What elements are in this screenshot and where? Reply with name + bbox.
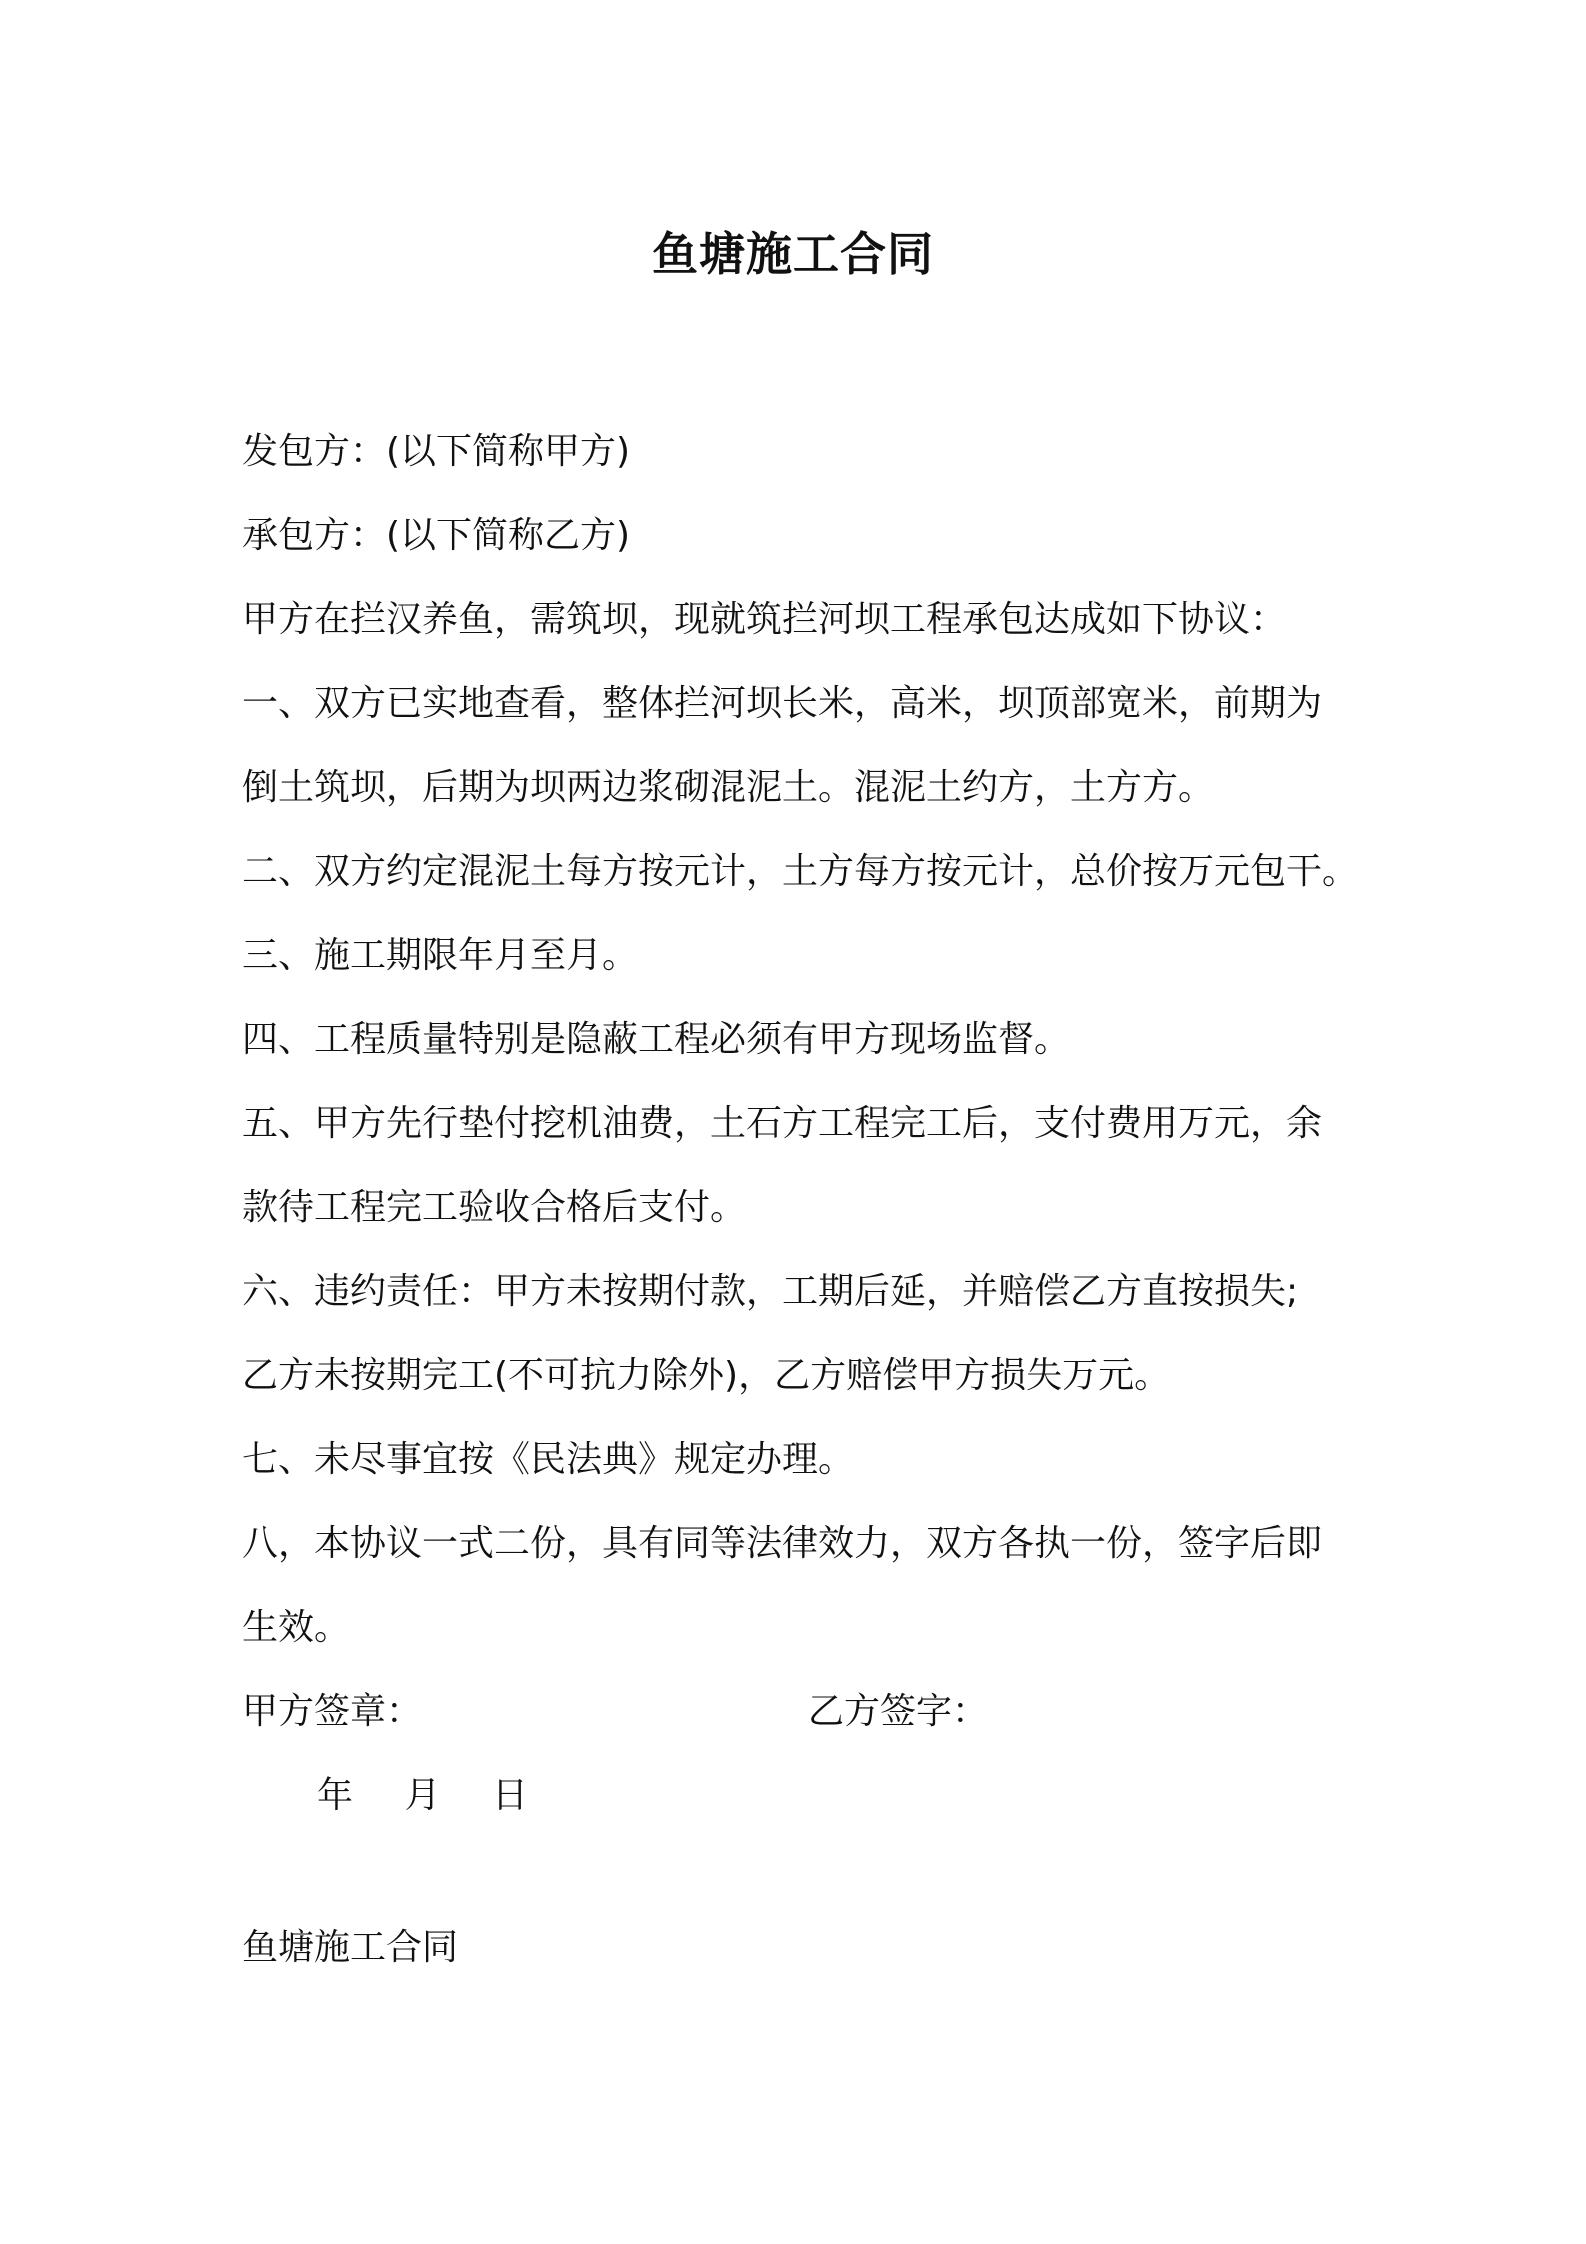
date-year-label: 年 bbox=[317, 1775, 354, 1816]
party-b-signature-label: 乙方签字： bbox=[808, 1691, 989, 1732]
clause-6-line-1: 六、违约责任：甲方未按期付款，工期后延，并赔偿乙方直按损失; bbox=[242, 1271, 1299, 1312]
clause-7-line: 七、未尽事宜按《民法典》规定办理。 bbox=[242, 1439, 855, 1480]
clause-3-line: 三、施工期限年月至月。 bbox=[242, 935, 639, 976]
date-month-label: 月 bbox=[404, 1775, 441, 1816]
clause-8-line-2: 生效。 bbox=[242, 1607, 351, 1648]
party-a-signature-label: 甲方签章： bbox=[242, 1691, 423, 1732]
party-a-line: 发包方：(以下简称甲方) bbox=[242, 431, 631, 472]
clause-8-line-1: 八，本协议一式二份，具有同等法律效力，双方各执一份，签字后即 bbox=[242, 1523, 1323, 1564]
signature-row bbox=[242, 1670, 1362, 1754]
footer-title: 鱼塘施工合同 bbox=[242, 1927, 459, 1968]
date-day-label: 日 bbox=[491, 1775, 528, 1816]
contract-body bbox=[242, 410, 1362, 1838]
intro-line: 甲方在拦汉养鱼，需筑坝，现就筑拦河坝工程承包达成如下协议： bbox=[242, 599, 1287, 640]
clause-6-line-2: 乙方未按期完工(不可抗力除外)，乙方赔偿甲方损失万元。 bbox=[242, 1355, 1171, 1396]
clause-5-line-1: 五、甲方先行垫付挖机油费，土石方工程完工后，支付费用万元，余 bbox=[242, 1103, 1323, 1144]
party-b-line: 承包方：(以下简称乙方) bbox=[242, 515, 631, 556]
clause-5-line-2: 款待工程完工验收合格后支付。 bbox=[242, 1187, 747, 1228]
clause-1-line-1: 一、双方已实地查看，整体拦河坝长米，高米，坝顶部宽米，前期为 bbox=[242, 683, 1323, 724]
clause-4-line: 四、工程质量特别是隐蔽工程必须有甲方现场监督。 bbox=[242, 1019, 1071, 1060]
document-title: 鱼塘施工合同 bbox=[652, 227, 934, 281]
clause-1-line-2: 倒土筑坝，后期为坝两边浆砌混泥土。混泥土约方，土方方。 bbox=[242, 767, 1215, 808]
clause-2-line: 二、双方约定混泥土每方按元计，土方每方按元计，总价按万元包干。 bbox=[242, 851, 1359, 892]
date-row bbox=[242, 1754, 1362, 1838]
